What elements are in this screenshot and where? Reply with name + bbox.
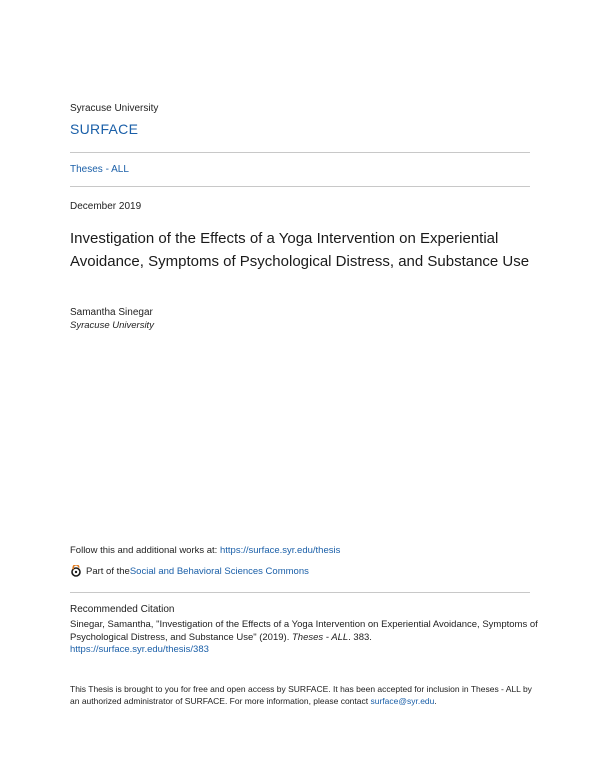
divider xyxy=(70,152,530,153)
citation-heading: Recommended Citation xyxy=(70,604,175,615)
part-of-line xyxy=(70,565,309,577)
citation-body: Sinegar, Samantha, "Investigation of the Effects of a Yoga Intervention on Experiential Avoidance, Symptoms of Psychological Distress, and Substance Use" (2019). xyxy=(70,619,538,643)
access-notice xyxy=(70,683,540,707)
follow-line xyxy=(70,545,340,556)
commons-link[interactable]: Social and Behavioral Sciences Commons xyxy=(129,565,309,577)
part-of-text: Part of the xyxy=(86,565,130,577)
university-name: Syracuse University xyxy=(70,103,159,114)
series-link[interactable]: Theses - ALL xyxy=(70,164,129,175)
citation-text xyxy=(70,619,540,657)
citation-link[interactable]: https://surface.syr.edu/thesis/383 xyxy=(70,644,209,655)
notice-end: . xyxy=(434,696,437,706)
repository-name-link[interactable]: SURFACE xyxy=(70,121,139,137)
citation-series: Theses - ALL xyxy=(291,631,349,643)
thesis-collection-link[interactable]: https://surface.syr.edu/thesis xyxy=(219,545,341,556)
citation-number: . 383. xyxy=(348,631,372,643)
contact-email-link[interactable]: surface@syr.edu xyxy=(370,696,435,706)
follow-text: Follow this and additional works at: xyxy=(70,545,220,556)
document-title: Investigation of the Effects of a Yoga Intervention on Experiential Avoidance, Symptoms of Psychological Distress, and Substance Use xyxy=(70,230,530,270)
open-access-icon xyxy=(70,565,82,577)
author-name: Samantha Sinegar xyxy=(70,307,153,318)
divider xyxy=(70,592,530,593)
publication-date: December 2019 xyxy=(70,201,142,212)
author-affiliation: Syracuse University xyxy=(70,320,154,331)
notice-text: This Thesis is brought to you for free and open access by SURFACE. It has been accepted for inclusion in Theses - ALL by an authorized administrator of SURFACE. For more information, please contact xyxy=(70,684,532,706)
divider xyxy=(70,186,530,187)
